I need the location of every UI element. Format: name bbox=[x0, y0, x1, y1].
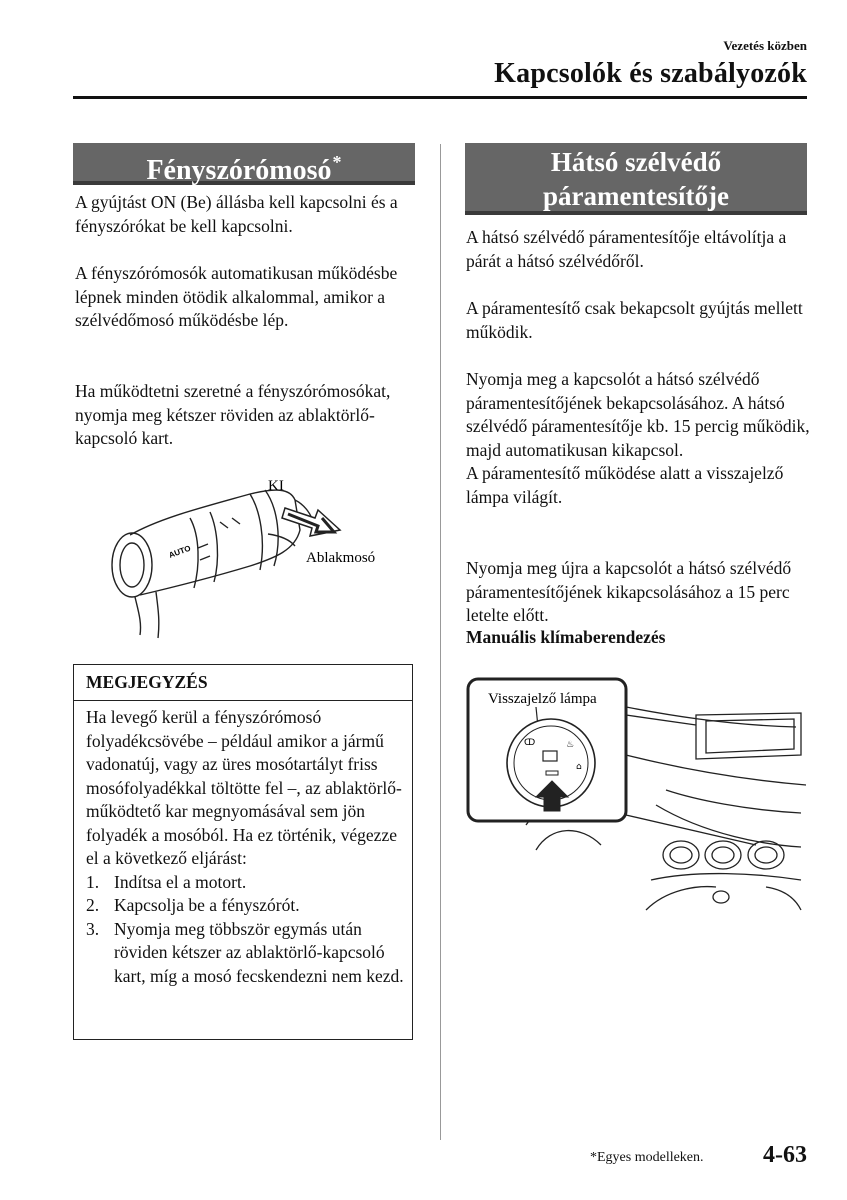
list-item: 1. Indítsa el a motort. bbox=[86, 871, 247, 892]
paragraph: Ha működtetni szeretné a fényszórómosókat, nyomja meg kétszer röviden az ablaktörlő-kapcsoló kart. bbox=[75, 381, 391, 448]
svg-text:♨: ♨ bbox=[566, 740, 575, 750]
label-indicator-lamp: Visszajelző lámpa bbox=[488, 691, 597, 707]
push-arrow-icon bbox=[282, 508, 340, 536]
svg-text:⌂: ⌂ bbox=[576, 762, 582, 772]
label-ablakmoso: Ablakmosó bbox=[306, 550, 376, 566]
list-item: 3. Nyomja meg többször egymás után röviden kétszer az ablaktörlő-kapcsoló kart, míg a mosó fecskendezni nem kezd. bbox=[86, 918, 404, 986]
column-divider bbox=[440, 144, 441, 1140]
header-rule bbox=[73, 96, 807, 99]
note-box bbox=[73, 664, 413, 1040]
subheading-manual-climate: Manuális klímaberendezés bbox=[466, 627, 666, 647]
footnote: *Egyes modelleken. bbox=[590, 1150, 704, 1165]
banner-title-line1: Hátsó szélvédő bbox=[550, 147, 722, 177]
section-banner-headlamp-washer bbox=[73, 143, 415, 185]
note-text: Ha levegő kerül a fényszórómosó folyadékcsövébe – például amikor a jármű vadonatúj, vagy az üres mosótartályt friss mosófolyadékkal töltötte fel –, az ablaktörlő-működtető kar megnyomásával sem jön folyadék a mosóból. Ha ez történik, végezze el a következő eljárást: bbox=[86, 707, 402, 868]
paragraph: A hátsó szélvédő páramentesítője eltávolítja a párát a hátsó szélvédőről. bbox=[466, 227, 787, 271]
banner-title: Fényszórómosó bbox=[146, 155, 332, 186]
paragraph: Nyomja meg újra a kapcsolót a hátsó szélvédő páramentesítőjének kikapcsolásához a 15 perc letelte előtt. bbox=[466, 558, 792, 625]
paragraph: Nyomja meg a kapcsolót a hátsó szélvédő páramentesítőjének bekapcsolásához. A hátsó szélvédő páramentesítője kb. 15 percig működik, majd automatikusan kikapcsol. A páramentesítő működése alatt a visszajelző lámpa világít. bbox=[466, 369, 810, 507]
section-title: Vezetés közben bbox=[723, 38, 807, 53]
paragraph: A fényszórómosók automatikusan működésbe lépnek minden ötödik alkalommal, amikor a szélvédőmosó működésbe lép. bbox=[75, 263, 398, 330]
note-title: MEGJEGYZÉS bbox=[74, 665, 412, 701]
paragraph: A páramentesítő csak bekapcsolt gyújtás mellett működik. bbox=[466, 298, 803, 342]
banner-title-line2: páramentesítője bbox=[543, 181, 729, 211]
page-number: 4-63 bbox=[763, 1142, 807, 1168]
label-ki: KI bbox=[268, 478, 284, 494]
note-steps bbox=[86, 871, 406, 989]
svg-text:ↀ: ↀ bbox=[524, 738, 536, 748]
page-title: Kapcsolók és szabályozók bbox=[494, 58, 807, 89]
note-body bbox=[86, 706, 406, 988]
label-auto: AUTO bbox=[167, 543, 192, 560]
wiper-lever-figure bbox=[90, 470, 410, 645]
dashboard-figure bbox=[466, 675, 811, 915]
paragraph: A gyújtást ON (Be) állásba kell kapcsolni és a fényszórókat be kell kapcsolni. bbox=[75, 192, 398, 236]
list-item: 2. Kapcsolja be a fényszórót. bbox=[86, 895, 300, 915]
section-banner-rear-defroster bbox=[465, 143, 807, 215]
banner-asterisk: * bbox=[332, 152, 342, 172]
